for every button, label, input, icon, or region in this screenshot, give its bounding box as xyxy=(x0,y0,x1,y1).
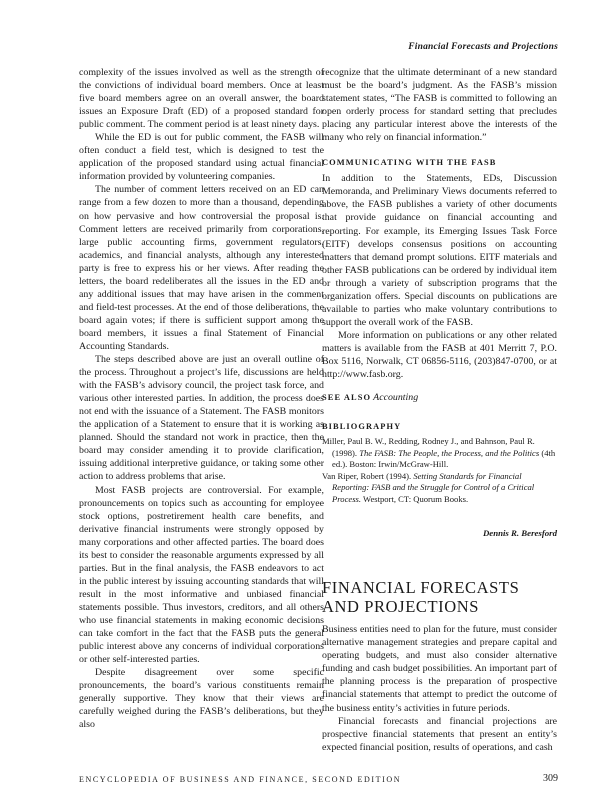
body-paragraph: Despite disagreement over some specific pronouncements, the board’s various constituents remain generally supportive. They know that their views are carefully weighed during the FASB’s deliberations, but they also xyxy=(79,667,324,731)
body-paragraph: In addition to the Statements, EDs, Discussion Memoranda, and Preliminary Views documents referred to above, the FASB publishes a variety of other documents that provide guidance on financial accounting and reporting. For example, its Emerging Issues Task Force (EITF) develops consensus positions on accounting matters that demand prompt solutions. EITF materials and other FASB publications can be ordered by individual item or through a variety of subscription programs that the organization offers. Special discounts on publications are available to parties who make voluntary contributions to support the overall work of the FASB. xyxy=(322,173,557,328)
bibliography-heading: BIBLIOGRAPHY xyxy=(322,422,402,432)
see-also-label: SEE ALSO xyxy=(322,393,372,403)
author-signature: Dennis R. Beresford xyxy=(482,528,557,539)
see-also xyxy=(322,391,557,404)
bibliography-entry: Van Riper, Robert (1994). Setting Standards for Financial Reporting: FASB and the Struggle for Control of a Critical Process. Westport, CT: Quorum Books. xyxy=(322,470,535,504)
body-paragraph: recognize that the ultimate determinant of a new standard must be the board’s judgment. As the FASB’s mission statement states, “The FASB is committed to following an open orderly process for standard setting that precludes placing any particular interest above the interests of the many who rely on financial information.” xyxy=(322,67,557,144)
body-paragraph: Business entities need to plan for the future, must consider alternative management strategies and prepare capital and operating budgets, and must also consider alternative funding and cash budget possibilities. An important part of the planning process is the preparation of prospective financial statements that attempt to predict the outcome of the business entity’s activities in future periods. xyxy=(322,624,557,714)
body-paragraph: The steps described above are just an overall outline of the process. Throughout a project’s life, discussions are held with the FASB’s advisory council, the project task force, and various other interested parties. In addition, the process does not end with the issuance of a Statement. The FASB monitors the application of a Statement to ensure that it is working as planned. Should the standard not work in practice, then the board may consider amending it to provide clarification, issuing additional interpretive guidance, or taking some other action to address problems that arise. xyxy=(79,354,324,483)
article-title: FINANCIAL FORECASTS AND PROJECTIONS xyxy=(322,578,520,616)
page-footer: ENCYCLOPEDIA OF BUSINESS AND FINANCE, SECOND EDITION xyxy=(79,775,402,784)
body-paragraph: Financial forecasts and financial projections are prospective financial statements that present an entity’s expected financial position, results of operations, and cash xyxy=(322,715,557,753)
body-paragraph: The number of comment letters received on an ED can range from a few dozen to more than a thousand, depending on how pervasive and how controversial the proposal is. Comment letters are received primarily from corporations, large public accounting firms, government regulators, academics, and financial analysts, although any interested party is free to express his or her views. After reading the letters, the board redeliberates all the issues in the ED and any additional issues that may have arisen in the comment and field-test processes. At the end of those deliberations, the board again votes; if there is sufficient support among the board members, it issues a final Statement of Financial Accounting Standards. xyxy=(79,184,324,352)
page-number: 309 xyxy=(543,773,558,784)
bibliography-entry: Miller, Paul B. W., Redding, Rodney J., and Bahnson, Paul R. (1998). The FASB: The People, the Process, and the Politics (4th ed.). Boston: Irwin/McGraw-Hill. xyxy=(322,436,556,470)
right-column xyxy=(322,66,557,754)
body-paragraph: While the ED is out for public comment, the FASB will often conduct a field test, which is designed to test the application of the proposed standard using actual financial information provided by volunteering companies. xyxy=(79,132,324,183)
body-paragraph: Most FASB projects are controversial. For example, pronouncements on topics such as accounting for employee stock options, postretirement health care benefits, and derivative financial instruments were strongly opposed by many corporations and other affected parties. The board does its best to consider the reasonable arguments expressed by all parties. But in the final analysis, the FASB endeavors to act in the public interest by issuing accounting standards that will result in the most informative and unbiased financial statements possible. Thus investors, creditors, and all others who use financial statements in making economic decisions can take comfort in the fact that the FASB puts the general public interest above any concerns of individual corporations or other self-interested parties. xyxy=(79,484,324,666)
section-heading-communicating: COMMUNICATING WITH THE FASB xyxy=(322,158,497,168)
left-column xyxy=(79,66,324,731)
see-also-link[interactable]: Accounting xyxy=(373,392,419,404)
running-head: Financial Forecasts and Projections xyxy=(408,42,558,52)
body-paragraph: complexity of the issues involved as well as the strength of the convictions of individual board members. Once at least five board members agree on an overall answer, the board issues an Exposure Draft (ED) of a proposed standard for public comment. The comment period is at least ninety days. xyxy=(79,67,324,131)
body-paragraph: More information on publications or any other related matters is available from the FASB at 401 Merritt 7, P.O. Box 5116, Norwalk, CT 06856-5116, (203)847-0700, or at http://www.fasb.org. xyxy=(322,329,557,381)
